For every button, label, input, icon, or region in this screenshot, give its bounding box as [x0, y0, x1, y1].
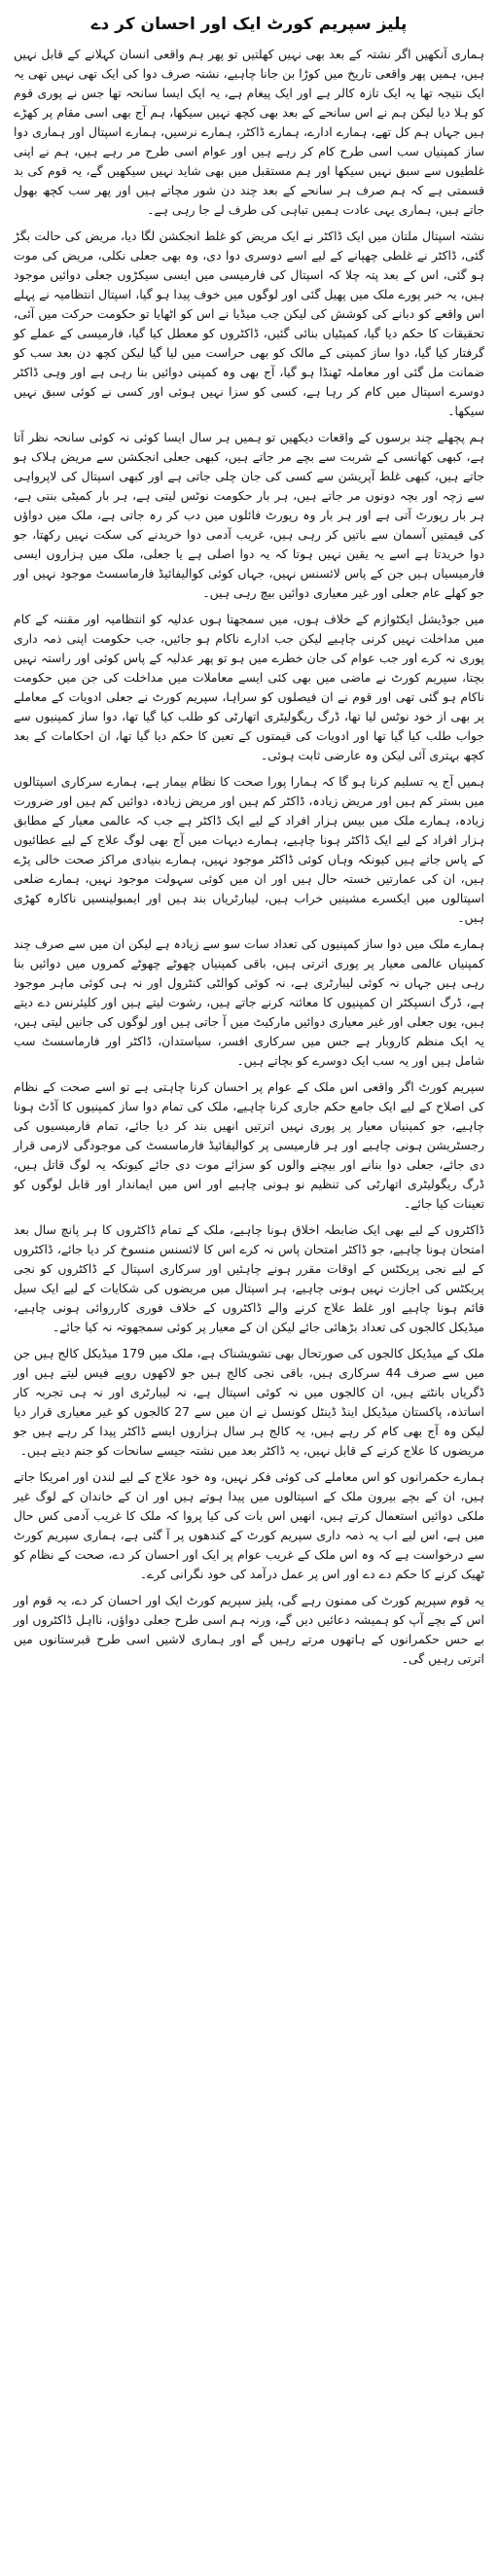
article-paragraph: ملک کے میڈیکل کالجوں کی صورتحال بھی تشویشناک ہے، ملک میں 179 میڈیکل کالج ہیں جن میں سے صرف 44 سرکاری ہیں، باقی نجی کالج ہیں جو لاکھوں روپے فیس لیتے ہیں اور ڈگریاں بانٹتے ہیں، ان کالجوں میں نہ کوئی اسپتال ہے، نہ لیبارٹری اور نہ ہی تجربہ کار اساتذہ، پاکستان میڈیکل اینڈ ڈینٹل کونسل نے ان میں سے 27 کالجوں کو غیر معیاری قرار دیا لیکن وہ آج بھی کام کر رہے ہیں، یہ کالج ہر سال ہزاروں ایسے ڈاکٹر پیدا کر رہے ہیں جو مریضوں کا علاج کرنے کے قابل نہیں، یہ ڈاکٹر بعد میں نشتہ جیسے سانحات کو جنم دیتے ہیں۔	[14, 1346, 485, 1458]
article-paragraph: ہم پچھلے چند برسوں کے واقعات دیکھیں تو ہمیں ہر سال ایسا کوئی نہ کوئی سانحہ نظر آتا ہے، کبھی کھانسی کے شربت سے بچے مر جاتے ہیں، کبھی جعلی انجکشن سے مریض ہلاک ہو جاتے ہیں، کبھی غلط آپریشن سے کسی کی جان چلی جاتی ہے اور کبھی اسپتال کی لاپرواہی سے زچہ اور بچہ دونوں مر جاتے ہیں، ہر بار حکومت نوٹس لیتی ہے، ہر بار کمیٹی بنتی ہے، ہر بار رپورٹ آتی ہے اور ہر بار وہ رپورٹ فائلوں میں دب کر رہ جاتی ہے، ملک میں دواؤں کی قیمتیں آسمان سے باتیں کر رہی ہیں، غریب آدمی دوا خریدنے کی سکت نہیں رکھتا، جو دوا خریدتا ہے اسے یہ یقین نہیں ہوتا کہ یہ دوا اصلی ہے یا جعلی، ملک میں ہزاروں ایسی فارمیسیاں ہیں جن کے پاس لائسنس نہیں، جہاں کوئی کوالیفائیڈ فارماسسٹ موجود نہیں اور جو کھلے عام جعلی اور غیر معیاری دوائیں بیچ رہی ہیں۔	[14, 430, 484, 600]
article-paragraph: ہمارے حکمرانوں کو اس معاملے کی کوئی فکر نہیں، وہ خود علاج کے لیے لندن اور امریکا جاتے ہیں، ان کے بچے بیرون ملک کے اسپتالوں میں پیدا ہوتے ہیں اور ان کے خاندان کے لوگ غیر ملکی دوائیں استعمال کرتے ہیں، انھیں اس بات کی کیا پروا کہ ملک کا غریب آدمی کس حال میں ہے، اس لیے اب یہ ذمہ داری سپریم کورٹ کے کندھوں پر آ گئی ہے، ہماری سپریم کورٹ سے درخواست ہے کہ وہ اس ملک کے غریب عوام پر ایک اور احسان کر دے، صحت کے نظام کو ٹھیک کرنے کا حکم دے دے اور اس پر عمل درآمد کی خود نگرانی کرے۔	[14, 1469, 484, 1581]
article-paragraph: یہ قوم سپریم کورٹ کی ممنون رہے گی، پلیز سپریم کورٹ ایک اور احسان کر دے، یہ قوم اور اس کے بچے آپ کو ہمیشہ دعائیں دیں گے، ورنہ ہم اسی طرح جعلی دواؤں، نااہل ڈاکٹروں اور بے حس حکمرانوں کے ہاتھوں مرتے رہیں گے اور ہماری لاشیں اسی طرح قبرستانوں میں اترتی رہیں گی۔	[14, 1593, 484, 1666]
article-paragraph: ہماری آنکھیں اگر نشتہ کے بعد بھی نہیں کھلتیں تو پھر ہم واقعی انسان کہلانے کے قابل نہیں ہیں، ہمیں پھر واقعی تاریخ میں کوڑا بن جانا چاہیے، نشتہ صرف دوا کی ایک تھی نہیں تھی یہ ایک نتیجہ تھا یہ ایک تازہ کالر ہے اور ایک پیغام ہے، یہ ایک ایسا سانحہ تھا جس نے پوری قوم کو ہلا دیا لیکن ہم نے اس سانحے کے بعد بھی کچھ نہیں سیکھا، ہم آج بھی اسی مقام پر کھڑے ہیں جہاں ہم کل تھے، ہمارے ادارے، ہمارے ڈاکٹر، ہمارے نرسیں، ہمارے اسپتال اور ہماری دوا ساز کمپنیاں سب اسی طرح کام کر رہے ہیں اور عوام اسی طرح مر رہے ہیں، ہم نے اپنی غلطیوں سے سبق نہیں سیکھا اور ہم مستقبل میں بھی شاید نہیں سیکھیں گے، یہ قوم کی بد قسمتی ہے کہ ہم صرف ہر سانحے کے بعد چند دن شور مچاتے ہیں اور پھر سب کچھ بھول جاتے ہیں، ہماری یہی عادت ہمیں تباہی کی طرف لے جا رہی ہے۔	[14, 47, 484, 217]
article-paragraph: ڈاکٹروں کے لیے بھی ایک ضابطہ اخلاق ہونا چاہیے، ملک کے تمام ڈاکٹروں کا ہر پانچ سال بعد امتحان ہونا چاہیے، جو ڈاکٹر امتحان پاس نہ کرے اس کا لائسنس منسوخ کر دیا جائے، ڈاکٹروں کے لیے نجی پریکٹس کے اوقات مقرر ہونے چاہئیں اور سرکاری اسپتال کے ڈاکٹروں کو نجی پریکٹس کی اجازت نہیں ہونی چاہیے، ہر اسپتال میں مریضوں کی شکایات کے لیے ایک سیل قائم ہونا چاہیے اور غلط علاج کرنے والے ڈاکٹروں کے خلاف فوری کارروائی ہونی چاہیے، میڈیکل کالجوں کی تعداد بڑھائی جائے لیکن ان کے معیار پر کوئی سمجھوتہ نہ کیا جائے۔	[14, 1222, 484, 1334]
article-paragraph: نشتہ اسپتال ملتان میں ایک ڈاکٹر نے ایک مریض کو غلط انجکشن لگا دیا، مریض کی حالت بگڑ گئی، ڈاکٹر نے غلطی چھپانے کے لیے اسے دوسری دوا دی، وہ بھی جعلی نکلی، مریض کی موت ہو گئی، اس کے بعد پتہ چلا کہ اسپتال کی فارمیسی میں ایسی سیکڑوں جعلی دوائیں موجود ہیں، یہ خبر پورے ملک میں پھیل گئی اور لوگوں میں خوف پیدا ہو گیا، اسپتال انتظامیہ نے پہلے اس واقعے کو دبانے کی کوشش کی لیکن جب میڈیا نے اس کو اٹھایا تو حکومت حرکت میں آئی، تحقیقات کا حکم دیا گیا، کمیٹیاں بنائی گئیں، ڈاکٹروں کو معطل کیا گیا، فارمیسی کے عملے کو گرفتار کیا گیا، دوا ساز کمپنی کے مالک کو بھی حراست میں لیا گیا لیکن کچھ دن بعد سب کو ضمانت مل گئی اور معاملہ ٹھنڈا ہو گیا، آج بھی وہ کمپنی دوائیں بنا رہی ہے اور وہی ڈاکٹر دوسرے اسپتال میں کام کر رہا ہے، کسی کو سزا نہیں ہوئی اور کسی نے کوئی سبق نہیں سیکھا۔	[14, 229, 484, 418]
article-headline: پلیز سپریم کورٹ ایک اور احسان کر دے	[90, 15, 408, 34]
article-paragraph: سپریم کورٹ اگر واقعی اس ملک کے عوام پر احسان کرنا چاہتی ہے تو اسے صحت کے نظام کی اصلاح کے لیے ایک جامع حکم جاری کرنا چاہیے، ملک کی تمام دوا ساز کمپنیوں کا آڈٹ ہونا چاہیے، جو کمپنیاں معیار پر پوری نہیں اترتیں انھیں بند کر دیا جائے، تمام فارمیسیوں کی رجسٹریشن ہونی چاہیے اور ہر فارمیسی پر کوالیفائیڈ فارماسسٹ کی موجودگی لازمی قرار دی جائے، جعلی دوا بنانے اور بیچنے والوں کو سزائے موت دی جائے کیونکہ یہ لوگ قاتل ہیں، ڈرگ ریگولیٹری اتھارٹی کی تنظیم نو ہونی چاہیے اور اس میں ایماندار اور قابل لوگوں کو تعینات کیا جائے۔	[14, 1079, 484, 1211]
article-body	[14, 45, 484, 1669]
article-paragraph: ہمیں آج یہ تسلیم کرنا ہو گا کہ ہمارا پورا صحت کا نظام بیمار ہے، ہمارے سرکاری اسپتالوں میں بستر کم ہیں اور مریض زیادہ، ڈاکٹر کم ہیں اور مریض زیادہ، دوائیں کم ہیں اور ضرورت زیادہ، ہمارے ملک میں بیس ہزار افراد کے لیے ایک ڈاکٹر ہے جب کہ عالمی معیار کے مطابق ہزار افراد کے لیے ایک ڈاکٹر ہونا چاہیے، ہمارے دیہات میں آج بھی لوگ علاج کے لیے عطائیوں کے پاس جاتے ہیں کیونکہ وہاں کوئی ڈاکٹر موجود نہیں، ہمارے بنیادی مراکز صحت خالی پڑے ہیں، ان کی عمارتیں خستہ حال ہیں اور ان میں کوئی سہولت موجود نہیں، ہمارے ضلعی اسپتالوں میں ایکسرے مشینیں خراب ہیں، لیبارٹریاں بند ہیں اور ایمبولینسیں ناکارہ کھڑی ہیں۔	[14, 774, 484, 925]
article-paragraph: میں جوڈیشل ایکٹوازم کے خلاف ہوں، میں سمجھتا ہوں عدلیہ کو انتظامیہ اور مقننہ کے کام میں مداخلت نہیں کرنی چاہیے لیکن جب ادارے ناکام ہو جائیں، جب حکومت اپنی ذمہ داری پوری نہ کرے اور جب عوام کی جان خطرے میں ہو تو پھر عدلیہ کے پاس کوئی اور راستہ نہیں بچتا، سپریم کورٹ نے ماضی میں بھی کئی ایسے معاملات میں مداخلت کی جن میں حکومت ناکام ہو گئی تھی اور قوم نے ان فیصلوں کو سراہا، سپریم کورٹ نے جعلی ادویات کے معاملے پر بھی از خود نوٹس لیا تھا، ڈرگ ریگولیٹری اتھارٹی کو طلب کیا گیا تھا، دوا ساز کمپنیوں سے جواب طلب کیا گیا تھا اور ادویات کی قیمتوں کے تعین کا حکم دیا گیا تھا، ان احکامات کے بعد کچھ بہتری آئی لیکن وہ عارضی ثابت ہوئی۔	[14, 612, 484, 762]
article-paragraph: ہمارے ملک میں دوا ساز کمپنیوں کی تعداد سات سو سے زیادہ ہے لیکن ان میں سے صرف چند کمپنیاں عالمی معیار پر پوری اترتی ہیں، باقی کمپنیاں چھوٹے چھوٹے کمروں میں دوائیں بنا رہی ہیں جہاں نہ کوئی لیبارٹری ہے، نہ کوئی کوالٹی کنٹرول اور نہ ہی کوئی ماہر موجود ہے، ڈرگ انسپکٹر ان کمپنیوں کا معائنہ کرنے جاتے ہیں، رشوت لیتے ہیں اور کلیئرنس دے دیتے ہیں، یوں جعلی اور غیر معیاری دوائیں مارکیٹ میں آ جاتی ہیں اور لوگوں کی جانیں لیتی ہیں، یہ ایک منظم کاروبار ہے جس میں سرکاری افسر، سیاستدان، ڈاکٹر اور فارماسسٹ سب شامل ہیں اور یہ سب ایک دوسرے کو بچاتے ہیں۔	[14, 936, 484, 1068]
